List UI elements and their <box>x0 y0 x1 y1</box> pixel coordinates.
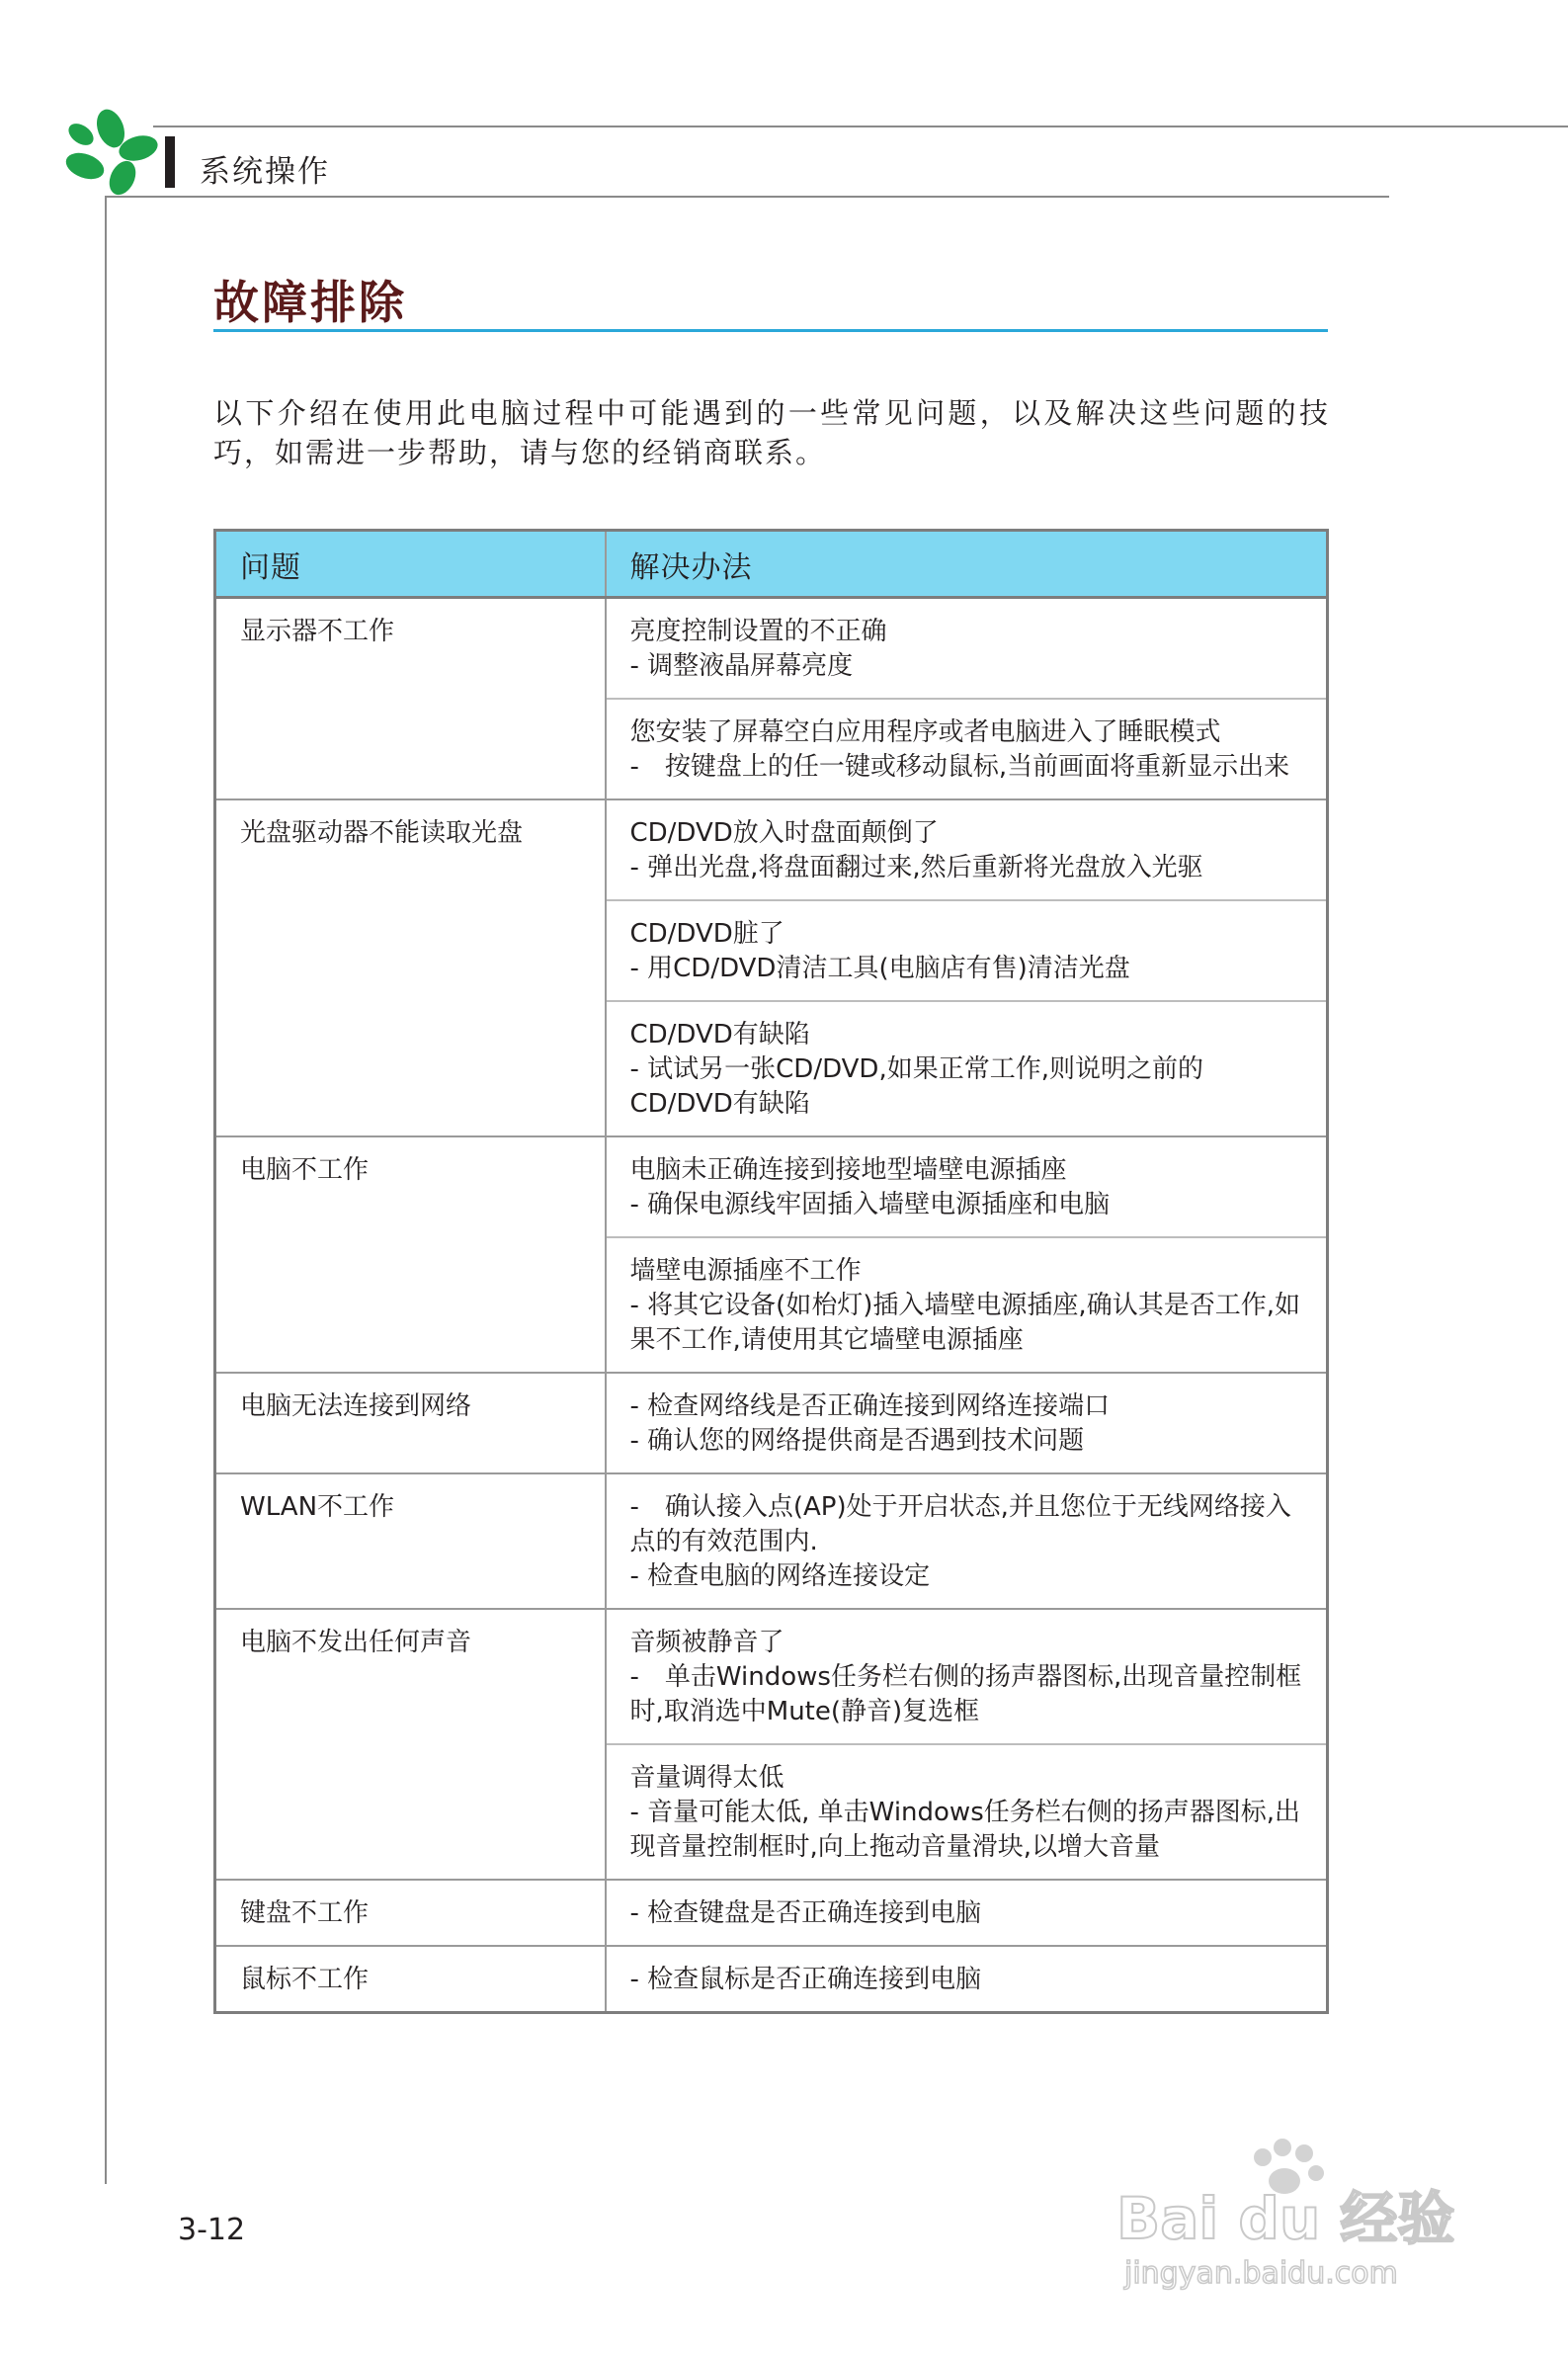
solution-line: CD/DVD有缺陷 <box>629 1020 810 1050</box>
solution-line: - 检查键盘是否正确连接到电脑 <box>629 1898 982 1928</box>
table-row <box>215 1136 1328 1237</box>
solution-cell <box>606 699 1328 799</box>
table-header-row <box>215 531 1328 598</box>
problem-cell: 键盘不工作 <box>215 1880 606 1946</box>
solution-cell <box>606 900 1328 1001</box>
problem-cell: 光盘驱动器不能读取光盘 <box>215 799 606 1136</box>
solution-line: - 检查鼠标是否正确连接到电脑 <box>629 1965 982 1994</box>
msi-leaf-logo-icon <box>61 107 160 196</box>
solution-line: 音频被静音了 <box>629 1628 784 1657</box>
solution-cell <box>606 1237 1328 1373</box>
problem-cell: 鼠标不工作 <box>215 1946 606 2013</box>
solution-line: - 音量可能太低, 单击Windows任务栏右侧的扬声器图标,出现音量控制框时,向上拖动音量滑块,以增大音量 <box>629 1798 1301 1862</box>
header-problem: 问题 <box>215 531 606 598</box>
solution-line: - 检查电脑的网络连接设定 <box>629 1561 931 1591</box>
solution-cell <box>606 1946 1328 2013</box>
solution-line: - 检查网络线是否正确连接到网络连接端口 <box>629 1391 1111 1421</box>
intro-paragraph: 以下介绍在使用此电脑过程中可能遇到的一些常见问题，以及解决这些问题的技巧，如需进一步帮助，请与您的经销商联系。 <box>213 396 1330 469</box>
solution-line: 亮度控制设置的不正确 <box>629 617 887 646</box>
solution-cell <box>606 1609 1328 1744</box>
baidu-jingyan-watermark <box>1107 2120 1482 2298</box>
solution-line: 电脑未正确连接到接地型墙壁电源插座 <box>629 1155 1067 1185</box>
solution-line: - 将其它设备(如枱灯)插入墙壁电源插座,确认其是否工作,如果不工作,请使用其它墙壁电源插座 <box>629 1291 1300 1355</box>
solution-line: - 调整液晶屏幕亮度 <box>629 651 854 681</box>
solution-line: 您安装了屏幕空白应用程序或者电脑进入了睡眠模式 <box>629 717 1221 747</box>
title-underline <box>213 329 1328 332</box>
solution-line: CD/DVD放入时盘面颠倒了 <box>629 818 939 848</box>
left-margin-rule <box>105 196 107 2184</box>
page-title: 故障排除 <box>213 276 407 329</box>
solution-cell <box>606 1136 1328 1237</box>
solution-line: - 弹出光盘,将盘面翻过来,然后重新将光盘放入光驱 <box>629 853 1203 882</box>
table-row <box>215 1473 1328 1609</box>
solution-line: - 确保电源线牢固插入墙壁电源插座和电脑 <box>629 1190 1111 1219</box>
table-row <box>215 598 1328 700</box>
troubleshooting-table <box>213 529 1329 2014</box>
table-row <box>215 1880 1328 1946</box>
problem-cell: WLAN不工作 <box>215 1473 606 1609</box>
solution-cell <box>606 598 1328 700</box>
watermark-url: jingyan.baidu.com <box>1124 2256 1398 2291</box>
solution-cell <box>606 1473 1328 1609</box>
solution-line: - 按键盘上的任一键或移动鼠标,当前画面将重新显示出来 <box>629 752 1290 782</box>
solution-line: - 确认接入点(AP)处于开启状态,并且您位于无线网络接入点的有效范围内. <box>629 1492 1291 1556</box>
solution-line: - 确认您的网络提供商是否遇到技术问题 <box>629 1426 1085 1456</box>
table-body <box>215 598 1328 2013</box>
table-row <box>215 1373 1328 1473</box>
table-row <box>215 799 1328 900</box>
solution-cell <box>606 1373 1328 1473</box>
table-row <box>215 1946 1328 2013</box>
solution-line: 墙壁电源插座不工作 <box>629 1256 862 1286</box>
header-rule <box>107 196 1389 198</box>
header-section-title: 系统操作 <box>200 154 330 190</box>
solution-cell <box>606 1880 1328 1946</box>
solution-cell <box>606 799 1328 900</box>
page-number: 3-12 <box>178 2213 246 2247</box>
header-top-rule <box>153 126 1568 127</box>
solution-cell <box>606 1001 1328 1136</box>
table-row <box>215 1609 1328 1744</box>
solution-line: CD/DVD脏了 <box>629 919 784 949</box>
solution-line: - 试试另一张CD/DVD,如果正常工作,则说明之前的CD/DVD有缺陷 <box>629 1054 1203 1119</box>
solution-cell <box>606 1744 1328 1880</box>
watermark-brand: Bai du 经验 <box>1116 2185 1455 2252</box>
problem-cell: 显示器不工作 <box>215 598 606 800</box>
header-solution: 解决办法 <box>606 531 1328 598</box>
problem-cell: 电脑无法连接到网络 <box>215 1373 606 1473</box>
header-section-bar <box>165 136 175 188</box>
solution-line: - 用CD/DVD清洁工具(电脑店有售)清洁光盘 <box>629 954 1130 983</box>
solution-line: 音量调得太低 <box>629 1763 784 1793</box>
problem-cell: 电脑不工作 <box>215 1136 606 1373</box>
problem-cell: 电脑不发出任何声音 <box>215 1609 606 1880</box>
solution-line: - 单击Windows任务栏右侧的扬声器图标,出现音量控制框时,取消选中Mute(静音)复选框 <box>629 1662 1302 1726</box>
